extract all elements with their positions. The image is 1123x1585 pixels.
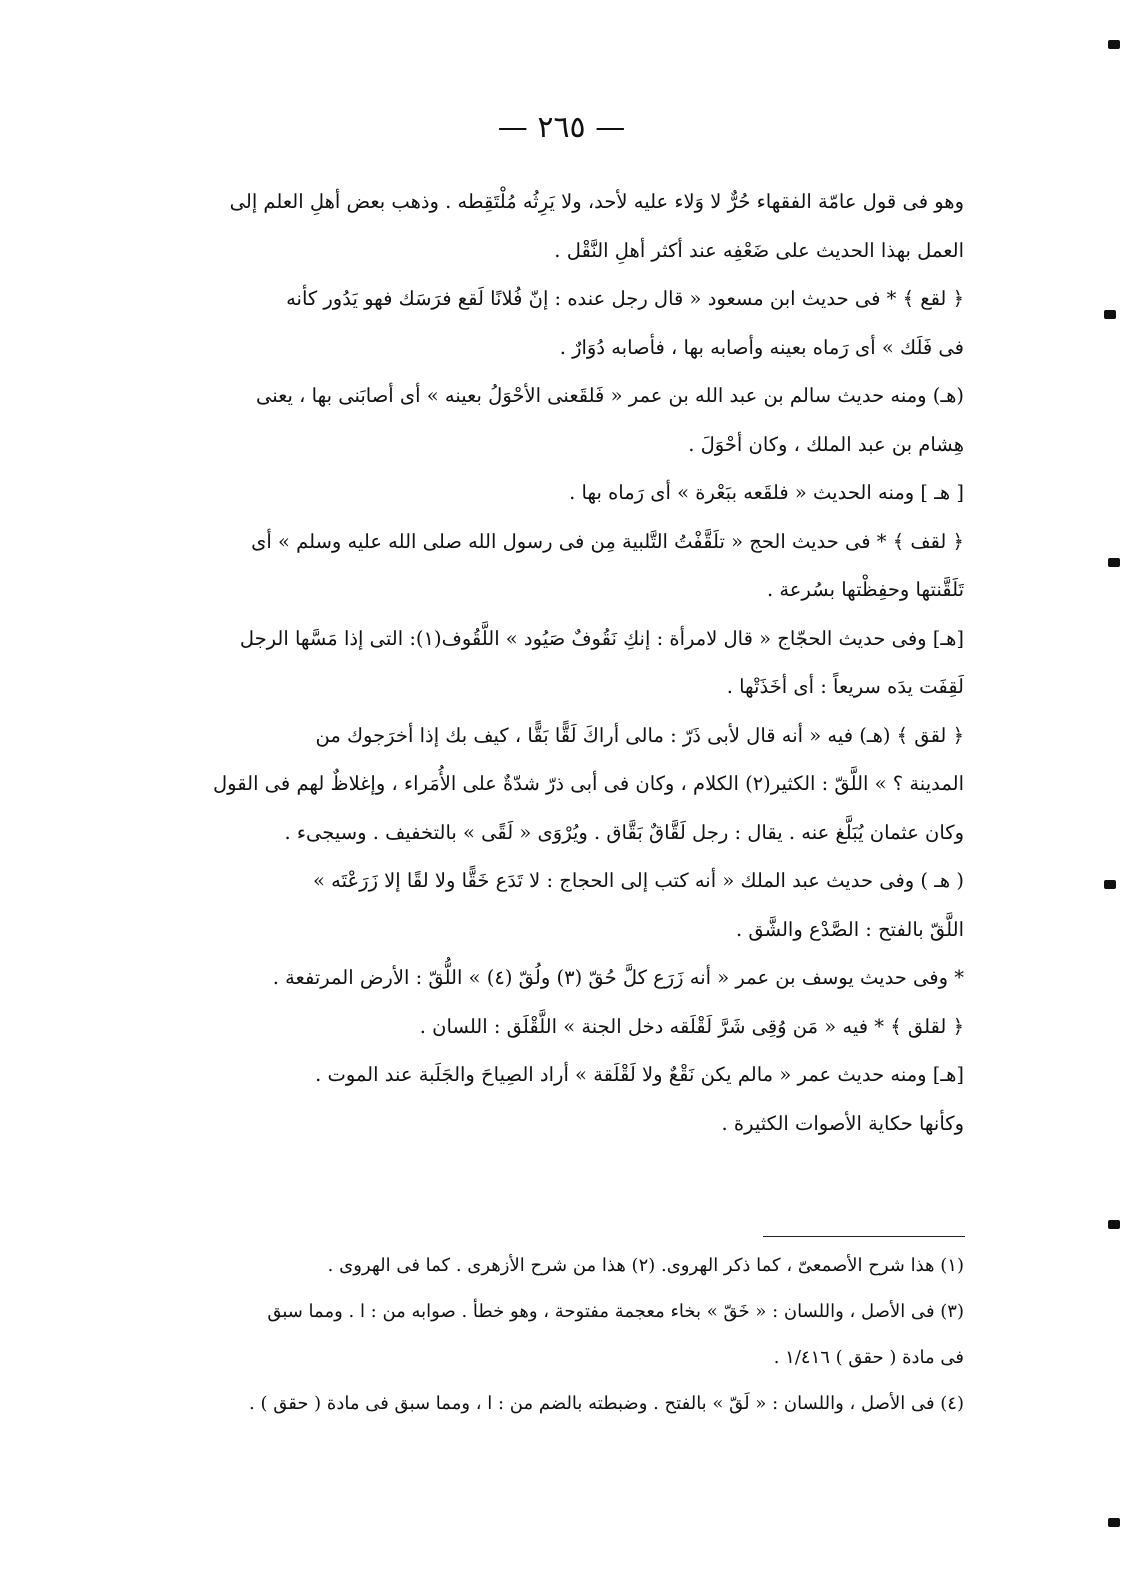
scan-mark	[1104, 310, 1116, 319]
text-line: العمل بهذا الحديث على ضَعْفِه عند أكثر أهلِ النَّقْل .	[554, 238, 964, 262]
text-line: ( هـ ) وفى حديث عبد الملك « أنه كتب إلى الحجاج : لا تَدَع خَقًّا ولا لقًا إلا زَرَعْتَه »	[313, 869, 964, 892]
main-text	[142, 178, 964, 1148]
text-line: [هـ] وفى حديث الحجّاج « قال لامرأة : إنكِ نَقُوفٌ صَيُود » اللَّقُوف(١): التى إذا مَسَّها الرجل	[239, 626, 964, 650]
text-line: (هـ) ومنه حديث سالم بن عبد الله بن عمر « فَلقَعنى الأحْوَلُ بعينه » أى أصابَنى بها ، يعنى	[255, 384, 964, 407]
text-line: [ هـ ] ومنه الحديث « فلقَعه ببَعْرة » أى رَماه بها .	[569, 481, 964, 504]
entry-laqlaq-line: ﴿ لقلق ﴾ * فيه « مَن وُقِى شَرَّ لَقْلَقه دخل الجنة » اللَّقْلَق : اللسان .	[419, 1014, 964, 1038]
footnote-line: فى مادة ( حقق ) ١/٤١٦ .	[773, 1347, 964, 1368]
text-line: [هـ] ومنه حديث عمر « مالم يكن نَقْعٌ ولا لَقْلَقة » أراد الصِياحَ والجَلَبة عند الموت .	[315, 1063, 964, 1086]
text-line: اللَّقّ بالفتح : الصَّدْع والشَّق .	[735, 917, 964, 941]
entry-laqq-line: ﴿ لقق ﴾ (هـ) فيه « أنه قال لأبى ذَرّ : مالى أراكَ لَقًّا بَقًّا ، كيف بك إذا أخرَجوك من	[315, 723, 964, 747]
text-line: وكأنها حكاية الأصوات الكثيرة .	[721, 1111, 964, 1135]
footnote-line: (٤) فى الأصل ، واللسان : « لَقّ » بالفتح . وضبطته بالضم من : ا ، ومما سبق فى مادة ( حقق ) .	[249, 1393, 964, 1414]
text-line: المدينة ؟ » اللَّقّ : الكثير(٢) الكلام ، وكان فى أبى ذرّ شدّةٌ على الأُمَراء ، وإغلاظٌ لهم فى القول	[213, 772, 964, 795]
footnote-line: (٣) فى الأصل ، واللسان : « خَقّ » بخاء معجمة مفتوحة ، وهو خطأ . صوابه من : ا . ومما سبق	[267, 1301, 964, 1322]
text-line: هِشام بن عبد الملك ، وكان أحْوَلَ .	[688, 432, 964, 456]
footnotes	[142, 1243, 964, 1427]
text-line: * وفى حديث يوسف بن عمر « أنه زَرَع كلَّ حُقّ (٣) ولُقّ (٤) » اللُّقّ : الأرض المرتفعة .	[272, 966, 964, 989]
text-line: تَلَقَّنتها وحفِظْتها بسُرعة .	[766, 578, 964, 601]
entry-laqaf-line: ﴿ لقف ﴾ * فى حديث الحج « تلَقَّفْتُ التَّلبية مِن فى رسول الله صلى الله عليه وسلم » أى	[251, 529, 964, 553]
scan-mark	[1108, 1220, 1120, 1229]
scan-mark	[1104, 880, 1116, 889]
text-line: لَقِفَت يدَه سريعاً : أى أخَذَتْها .	[726, 675, 964, 698]
text-line: فى فَلَك » أى رَماه بعينه وأصابه بها ، فأصابه دُوَارٌ .	[559, 335, 964, 359]
scan-mark	[1108, 558, 1120, 567]
scan-mark	[1108, 40, 1120, 49]
page-number: — ٢٦٥ —	[497, 110, 626, 145]
footnote-line: (١) هذا شرح الأصمعىّ ، كما ذكر الهروى. (٢) هذا من شرح الأزهرى . كما فى الهروى .	[327, 1255, 964, 1276]
text-line: وكان عثمان يُبَلَّغ عنه . يقال : رجل لَقَّاقٌ بَقَّاق . ويُرْوَى « لَقًى » بالتخفيف . وسيجىء .	[284, 820, 964, 844]
scan-mark	[1108, 1518, 1120, 1527]
text-line: وهو فى قول عامّة الفقهاء حُرٌّ لا وَلاء عليه لأحد، ولا يَرِثُه مُلْتَقِطه . وذهب بعض أهلِ العلم إلى	[229, 190, 964, 213]
entry-laqa-line: ﴿ لقع ﴾ * فى حديث ابن مسعود « قال رجل عنده : إنّ فُلانًا لَقع فرَسَك فهو يَدُور كأنه	[286, 287, 964, 310]
footnote-divider	[763, 1236, 965, 1237]
